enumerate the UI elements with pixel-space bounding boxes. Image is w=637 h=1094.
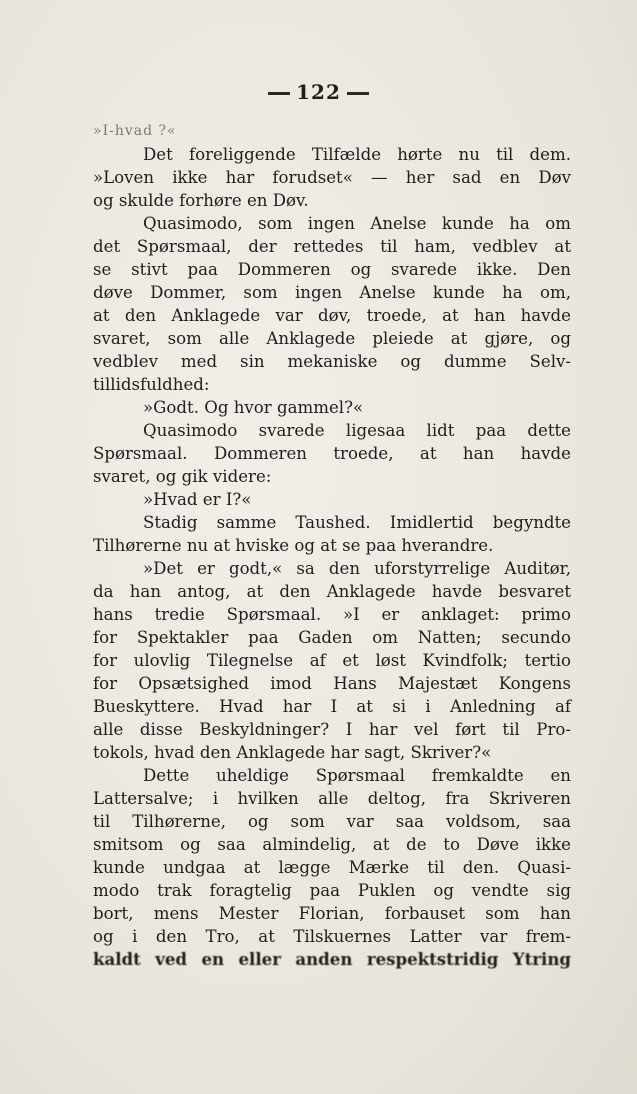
text-line: da han antog, at den Anklagede havde besvaret (93, 582, 571, 601)
text-line: svaret, som alle Anklagede pleiede at gjøre, og (93, 329, 571, 348)
text-line: se stivt paa Dommeren og svarede ikke. Den (93, 260, 571, 279)
text-line: »Godt. Og hvor gammel?« (143, 398, 364, 417)
text-line: Spørsmaal. Dommeren troede, at han havde (93, 444, 571, 463)
text-line: kaldt ved en eller anden respektstridig Ytring (93, 949, 571, 969)
text-line: »Hvad er I?« (143, 490, 252, 509)
text-line: tokols, hvad den Anklagede har sagt, Skriver?« (93, 743, 492, 762)
text-line: smitsom og saa almindelig, at de to Døve ikke (93, 835, 571, 854)
text-line: for Opsætsighed imod Hans Majestæt Kongens (93, 674, 571, 693)
text-line: til Tilhørerne, og som var saa voldsom, saa (93, 812, 571, 831)
page-number-header (0, 80, 637, 104)
text-line: Tilhørerne nu at hviske og at se paa hverandre. (93, 536, 494, 555)
text-line: døve Dommer, som ingen Anelse kunde ha om, (93, 283, 571, 302)
text-line: at den Anklagede var døv, troede, at han havde (93, 306, 571, 325)
ornament-dash-left (268, 92, 290, 95)
text-line: »Det er godt,« sa den uforstyrrelige Auditør, (143, 559, 571, 578)
text-line: det Spørsmaal, der rettedes til ham, vedblev at (93, 237, 571, 256)
text-line: og i den Tro, at Tilskuernes Latter var frem- (93, 927, 571, 946)
text-line: for Spektakler paa Gaden om Natten; secundo (93, 628, 571, 647)
text-line: Det foreliggende Tilfælde hørte nu til dem. (143, 145, 571, 164)
ornament-dash-right (347, 92, 369, 95)
text-line: »Loven ikke har forudset« — her sad en Døv (93, 168, 571, 187)
text-line: kunde undgaa at lægge Mærke til den. Quasi- (93, 858, 571, 877)
page-number: 122 (296, 80, 341, 104)
text-line: »I-hvad ?« (93, 123, 177, 139)
text-line: tillidsfuldhed: (93, 375, 210, 394)
text-line: for ulovlig Tilegnelse af et løst Kvindfolk; tertio (93, 651, 571, 670)
text-line: Bueskyttere. Hvad har I at si i Anledning af (93, 697, 571, 716)
text-line: Lattersalve; i hvilken alle deltog, fra Skriveren (93, 789, 571, 808)
text-line: Dette uheldige Spørsmaal fremkaldte en (143, 766, 571, 785)
text-line: alle disse Beskyldninger? I har vel ført til Pro- (93, 720, 571, 739)
text-line: vedblev med sin mekaniske og dumme Selv- (93, 352, 571, 371)
text-line: hans tredie Spørsmaal. »I er anklaget: primo (93, 605, 571, 624)
text-line: modo trak foragtelig paa Puklen og vendte sig (93, 881, 571, 900)
body-text (93, 120, 571, 971)
text-line: og skulde forhøre en Døv. (93, 191, 309, 210)
text-line: bort, mens Mester Florian, forbauset som han (93, 904, 571, 923)
text-line: Quasimodo svarede ligesaa lidt paa dette (143, 421, 571, 440)
text-line: Stadig samme Taushed. Imidlertid begyndte (143, 513, 571, 532)
text-line: Quasimodo, som ingen Anelse kunde ha om (143, 214, 571, 233)
text-line: svaret, og gik videre: (93, 467, 272, 486)
